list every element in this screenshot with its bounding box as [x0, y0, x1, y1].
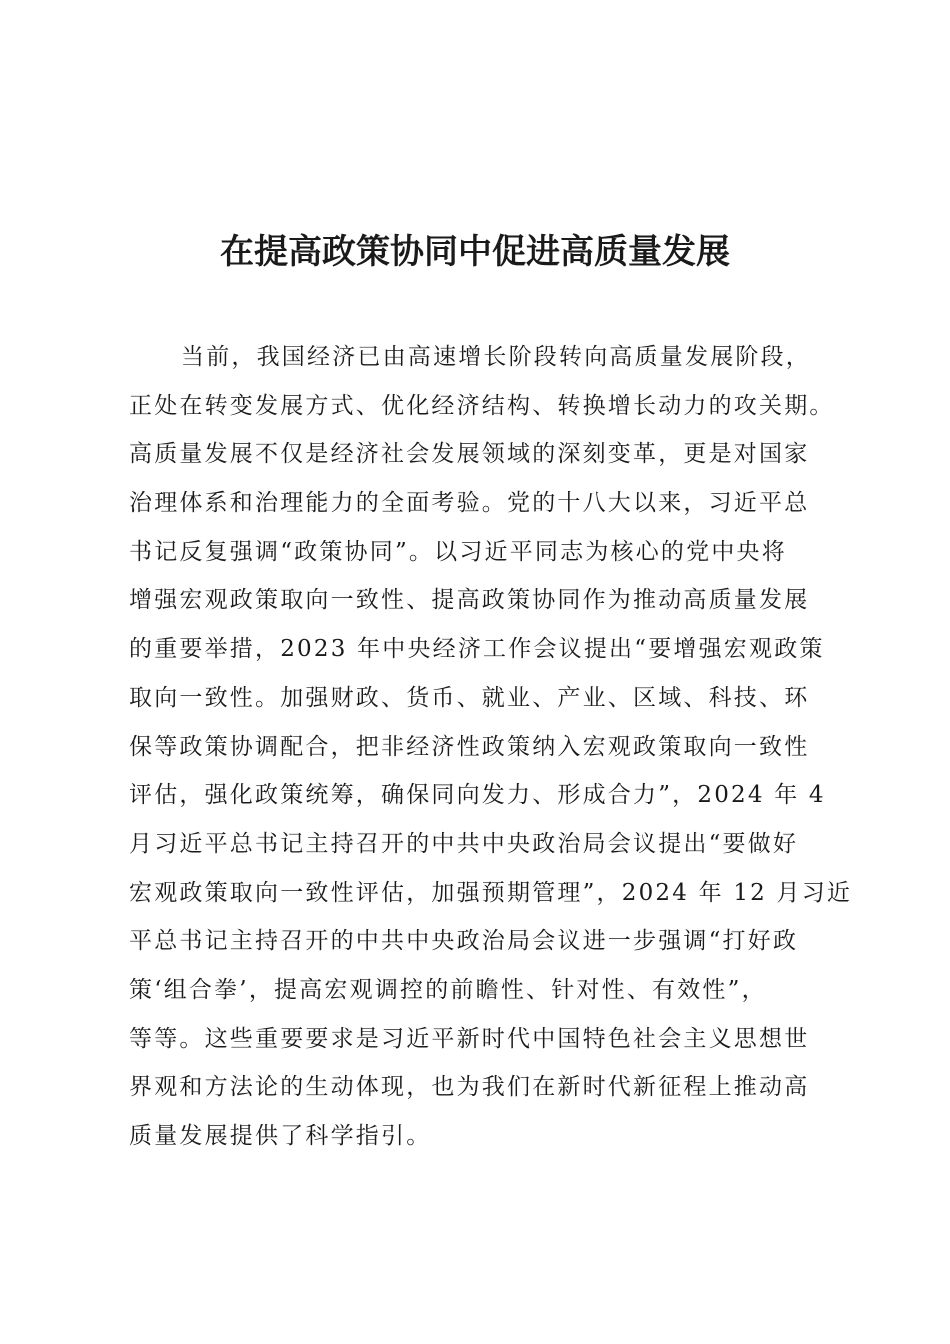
- paragraph-line: 月习近平总书记主持召开的中共中央政治局会议提出“要做好: [129, 830, 799, 857]
- paragraph-line: 高质量发展不仅是经济社会发展领域的深刻变革，更是对国家: [129, 441, 810, 468]
- body-paragraph: [129, 333, 853, 1161]
- paragraph-line: 评估，强化政策统筹，确保同向发力、形成合力”，2024 年 4: [129, 782, 826, 809]
- paragraph-line: 宏观政策取向一致性评估，加强预期管理”，2024 年 12 月习近: [129, 879, 853, 906]
- paragraph-line: 平总书记主持召开的中共中央政治局会议进一步强调“打好政: [129, 928, 799, 955]
- paragraph-line: 质量发展提供了科学指引。: [129, 1123, 432, 1149]
- paragraph-line: 增强宏观政策取向一致性、提高政策协同作为推动高质量发展: [129, 587, 810, 614]
- paragraph-line: 取向一致性。加强财政、货币、就业、产业、区域、科技、环: [129, 684, 810, 711]
- paragraph-line: 正处在转变发展方式、优化经济结构、转换增长动力的攻关期。: [129, 392, 835, 419]
- paragraph-line: 策‘组合拳’，提高宏观调控的前瞻性、针对性、有效性”，: [129, 976, 767, 1003]
- document-title: 在提高政策协同中促进高质量发展: [220, 232, 730, 272]
- paragraph-line: 当前，我国经济已由高速增长阶段转向高质量发展阶段，: [181, 344, 811, 370]
- paragraph-line: 保等政策协调配合，把非经济性政策纳入宏观政策取向一致性: [129, 733, 810, 760]
- paragraph-line: 等等。这些重要要求是习近平新时代中国特色社会主义思想世: [129, 1025, 810, 1052]
- paragraph-line: 治理体系和治理能力的全面考验。党的十八大以来，习近平总: [129, 490, 810, 517]
- paragraph-line: 书记反复强调“政策协同”。以习近平同志为核心的党中央将: [129, 538, 787, 565]
- paragraph-line: 的重要举措，2023 年中央经济工作会议提出“要增强宏观政策: [129, 636, 825, 663]
- paragraph-line: 界观和方法论的生动体现，也为我们在新时代新征程上推动高: [129, 1074, 810, 1101]
